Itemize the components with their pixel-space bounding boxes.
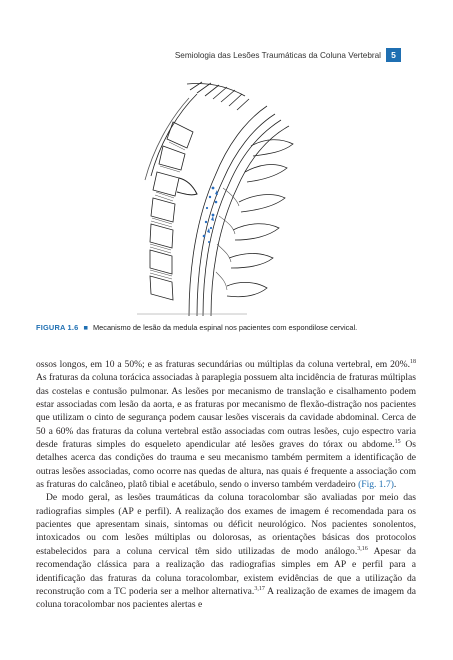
body-text: [36, 358, 416, 612]
figure-reference-link[interactable]: (Fig. 1.7): [358, 479, 394, 491]
p1-citation-2: 15: [394, 438, 401, 445]
p1-text-3: Os detalhes acerca das condições do trauma e seu mecanismo também permitem a identificação de outras lesões associadas, como ocorre nas quedas de altura, nas quais é frequente a associação com as fraturas do calcâneo, platô tibial e acetábulo, sendo o inverso também verdadeiro: [36, 439, 416, 491]
page-number: 5: [386, 48, 401, 62]
running-title: Semiologia das Lesões Traumáticas da Coluna Vertebral: [174, 50, 381, 60]
p2-text-1: De modo geral, as lesões traumáticas da coluna toracolombar são avaliadas por meio das radiografias simples (AP e perfil). A realização dos exames de imagem é recomendada para os pacientes que apresentam sinais, sintomas ou déficit neurológico. Nos pacientes sonolentos, intoxicados ou com lesões múltiplas ou dolorosas, as orientações básicas dos protocolos estabelecidos para a coluna cervical têm sido utilizadas de modo análogo.: [36, 492, 416, 557]
spine-cross-section-drawing: [127, 76, 310, 316]
paragraph-2: [36, 491, 416, 611]
p2-citation-2: 3,17: [254, 585, 265, 592]
p2-text-3: A realização de exames de imagem da coluna toracolombar nos pacientes alertas e: [36, 585, 416, 611]
running-head: [175, 48, 401, 62]
caption-separator-icon: ■: [83, 323, 88, 332]
p1-citation-1: 18: [410, 358, 416, 365]
p2-text-2: Apesar da recomendação clássica para a realização das radiografias simples em AP e perfil para a identificação das fraturas da coluna toracolombar, existem evidências de que a utilização da reconstrução com a TC poderia ser a melhor alternativa.: [36, 545, 417, 597]
spinous-processes: [227, 140, 293, 297]
skull-base-hatching: [187, 82, 249, 110]
p1-text-1: ossos longos, em 10 a 50%; e as fraturas secundárias ou múltiplas da coluna vertebral, em 20%.: [36, 359, 410, 370]
p2-citation-1: 3,16: [357, 545, 368, 552]
p1-text-2: As fraturas da coluna torácica associadas à paraplegia possuem alta incidência de fraturas múltiplas das costelas e contusão pulmonar. As lesões por mecanismo de translação e cisalhamento podem estar associadas com lesão da aorta, e as fraturas por mecanismo de flexão-distração nos pacientes que utilizam o cinto de segurança podem causar lesões viscerais da cavidade abdominal. Cerca de 50 a 60% das fraturas da coluna vertebral estão associadas com outras lesões, cujo espectro varia desde fraturas simples do esqueleto apendicular até lesões graves do tórax ou abdome.: [36, 372, 416, 451]
paragraph-1: [36, 358, 416, 491]
figure-label: FIGURA 1.6: [36, 323, 79, 332]
anterior-column-outline: [151, 94, 197, 176]
spinal-cord: [189, 106, 289, 316]
p1-text-4: .: [393, 479, 397, 491]
caption-text: Mecanismo de lesão da medula espinal nos pacientes com espondilose cervical.: [92, 323, 358, 332]
figure-spine-illustration: [127, 76, 310, 316]
osteophyte: [177, 178, 197, 195]
figure-caption: [36, 323, 426, 332]
